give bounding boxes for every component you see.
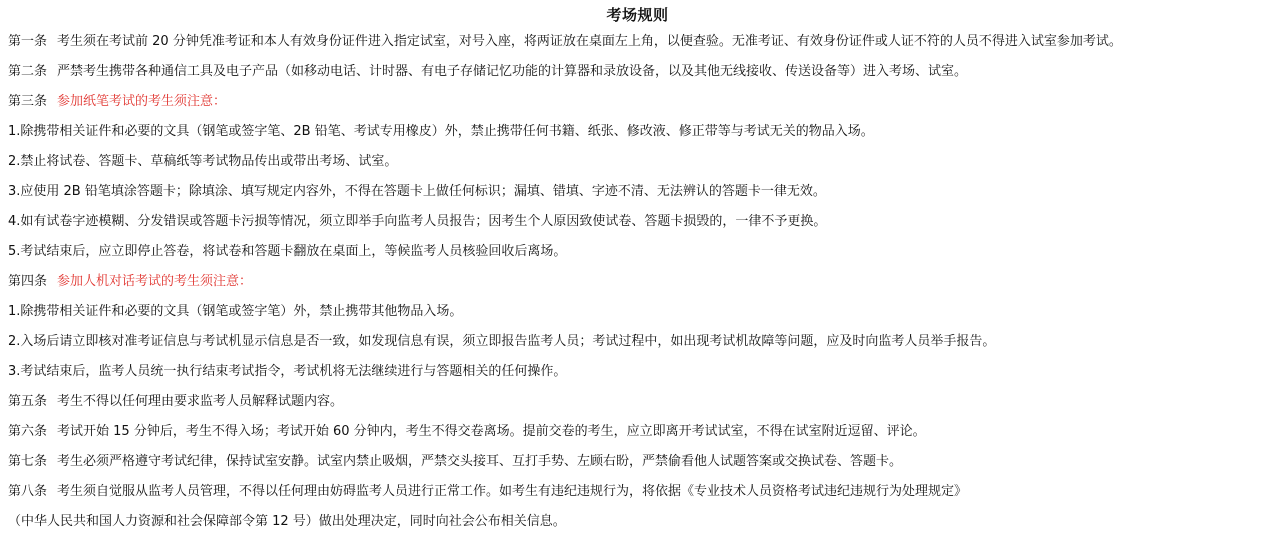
item-text: 2.入场后请立即核对准考证信息与考试机显示信息是否一致，如发现信息有误，须立即报告监考人员；考试过程中，如出现考试机故障等问题，应及时向监考人员举手报告。	[8, 334, 996, 349]
rule-article-4-heading	[8, 272, 1270, 292]
article-text: 考生须在考试前 20 分钟凭准考证和本人有效身份证件进入指定试室，对号入座，将两证放在桌面左上角，以便查验。无准考证、有效身份证件或人证不符的人员不得进入试室参加考试。	[57, 34, 1122, 49]
article-text: （中华人民共和国人力资源和社会保障部令第 12 号）做出处理决定，同时向社会公布相关信息。	[8, 514, 566, 529]
rule-item	[8, 122, 1270, 142]
item-text: 2.禁止将试卷、答题卡、草稿纸等考试物品传出或带出考场、试室。	[8, 154, 398, 169]
article-label: 第四条	[8, 274, 48, 289]
section-heading-computer-exam: 参加人机对话考试的考生须注意：	[57, 274, 253, 289]
article-text: 考生须自觉服从监考人员管理，不得以任何理由妨碍监考人员进行正常工作。如考生有违纪违规行为，将依据《专业技术人员资格考试违纪违规行为处理规定》	[57, 484, 968, 499]
item-text: 5.考试结束后，应立即停止答卷，将试卷和答题卡翻放在桌面上，等候监考人员核验回收后离场。	[8, 244, 567, 259]
item-text: 3.应使用 2B 铅笔填涂答题卡；除填涂、填写规定内容外，不得在答题卡上做任何标识；漏填、错填、字迹不清、无法辨认的答题卡一律无效。	[8, 184, 826, 199]
rule-article-3-heading	[8, 92, 1270, 112]
rule-item	[8, 362, 1270, 382]
article-text: 考试开始 15 分钟后，考生不得入场；考试开始 60 分钟内，考生不得交卷离场。提前交卷的考生，应立即离开考试试室，不得在试室附近逗留、评论。	[57, 424, 926, 439]
rule-article-7	[8, 452, 1270, 472]
item-text: 4.如有试卷字迹模糊、分发错误或答题卡污损等情况，须立即举手向监考人员报告；因考生个人原因致使试卷、答题卡损毁的，一律不予更换。	[8, 214, 827, 229]
article-text: 考生必须严格遵守考试纪律，保持试室安静。试室内禁止吸烟，严禁交头接耳、互打手势、左顾右盼，严禁偷看他人试题答案或交换试卷、答题卡。	[57, 454, 903, 469]
article-label: 第八条	[8, 484, 48, 499]
item-text: 1.除携带相关证件和必要的文具（钢笔或签字笔、2B 铅笔、考试专用橡皮）外，禁止携带任何书籍、纸张、修改液、修正带等与考试无关的物品入场。	[8, 124, 874, 139]
rule-item	[8, 152, 1270, 172]
document-title: 考场规则	[606, 6, 669, 24]
rule-article-8	[8, 482, 1270, 502]
article-label: 第六条	[8, 424, 48, 439]
rule-article-2	[8, 62, 1270, 82]
rule-item	[8, 182, 1270, 202]
article-label: 第三条	[8, 94, 48, 109]
item-text: 3.考试结束后，监考人员统一执行结束考试指令，考试机将无法继续进行与答题相关的任何操作。	[8, 364, 567, 379]
article-label: 第一条	[8, 34, 48, 49]
article-text: 考生不得以任何理由要求监考人员解释试题内容。	[57, 394, 344, 409]
rule-item	[8, 212, 1270, 232]
rule-article-5	[8, 392, 1270, 412]
section-heading-paper-exam: 参加纸笔考试的考生须注意：	[57, 94, 227, 109]
rule-article-1	[8, 32, 1270, 52]
article-label: 第五条	[8, 394, 48, 409]
rule-item	[8, 332, 1270, 352]
rule-item	[8, 302, 1270, 322]
rule-article-8-continued	[8, 512, 1270, 532]
article-text: 严禁考生携带各种通信工具及电子产品（如移动电话、计时器、有电子存储记忆功能的计算器和录放设备，以及其他无线接收、传送设备等）进入考场、试室。	[57, 64, 968, 79]
item-text: 1.除携带相关证件和必要的文具（钢笔或签字笔）外，禁止携带其他物品入场。	[8, 304, 463, 319]
rule-article-6	[8, 422, 1270, 442]
rule-item	[8, 242, 1270, 262]
article-label: 第七条	[8, 454, 48, 469]
article-label: 第二条	[8, 64, 48, 79]
